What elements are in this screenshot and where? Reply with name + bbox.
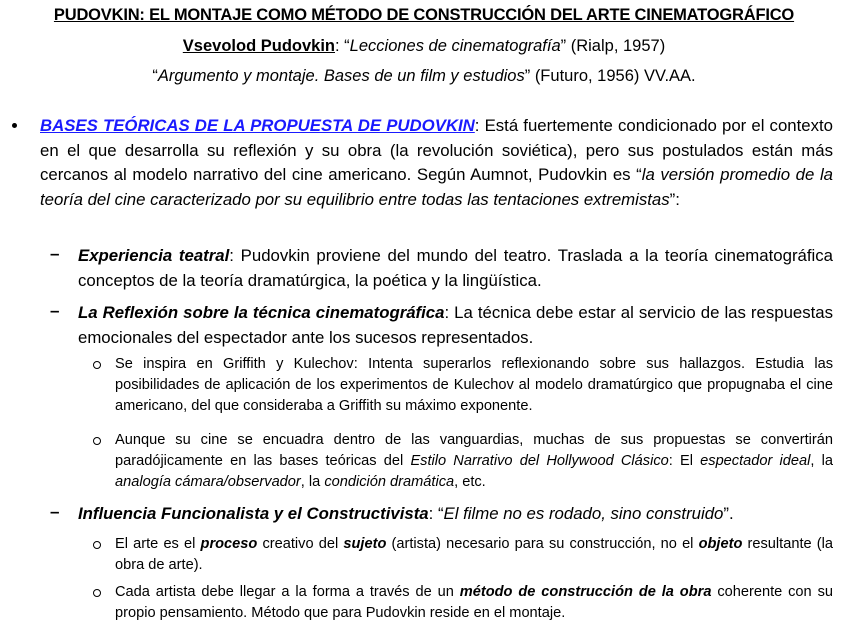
dash-bullet-icon: – xyxy=(50,502,60,521)
circle-bullet-icon xyxy=(93,541,101,549)
item-quote: El filme no es rodado, sino construido xyxy=(443,504,724,523)
section-heading-link[interactable]: BASES TEÓRICAS DE LA PROPUESTA DE PUDOVKIN xyxy=(40,116,475,135)
sub-list-item: Cada artista debe llegar a la forma a través de un método de construcción de la obra coherente con su propio pensamiento. Método que para Pudovkin reside en el montaje. xyxy=(115,584,833,621)
circle-bullet-icon xyxy=(93,437,101,445)
item-label: La Reflexión sobre la técnica cinematográfica xyxy=(78,303,445,322)
list-item: La Reflexión sobre la técnica cinematográfica: La técnica debe estar al servicio de las respuestas emocionales del espectador ante los sucesos representados. xyxy=(78,303,834,347)
item-label: Experiencia teatral xyxy=(78,246,230,265)
sub-list-item: Se inspira en Griffith y Kulechov: Intenta superarlos reflexionando sobre sus hallazgos. Estudia las posibilidades de aplicación de los experimentos de Kulechov al modelo dramatúrgico que propugnaba el cine americano, del que consideraba a Griffith su máximo exponente. xyxy=(115,356,833,414)
section-paragraph: BASES TEÓRICAS DE LA PROPUESTA DE PUDOVKIN: Está fuertemente condicionado por el contexto en el que desarrolla su reflexión y su obra (la revolución soviética), pero sus postulados están más cercanos al modelo narrativo del cine americano. Según Aumnot, Pudovkin es “la versión promedio de la teoría del cine caracterizado por su equilibrio entre todas las tentaciones extremistas”: xyxy=(40,116,834,209)
list-item: Experiencia teatral: Pudovkin proviene del mundo del teatro. Traslada a la teoría cinematográfica conceptos de la teoría dramatúrgica, la poética y la lingüística. xyxy=(78,246,833,290)
document-title: PUDOVKIN: EL MONTAJE COMO MÉTODO DE CONSTRUCCIÓN DEL ARTE CINEMATOGRÁFICO xyxy=(53,6,795,24)
dash-bullet-icon: – xyxy=(50,301,60,320)
reference-line-2: “Argumento y montaje. Bases de un film y estudios” (Futuro, 1956) VV.AA. xyxy=(152,67,696,85)
section-quote: la versión promedio de la teoría del cine caracterizado por su equilibrio entre todas las tentaciones extremistas xyxy=(40,165,834,209)
sub-list-item: Aunque su cine se encuadra dentro de las vanguardias, muchas de sus propuestas se convertirán paradójicamente en las bases teóricas del Estilo Narrativo del Hollywood Clásico: El espectador ideal, la analogía cámara/observador, la condición dramática, etc. xyxy=(115,432,833,490)
circle-bullet-icon xyxy=(93,589,101,597)
item-label: Influencia Funcionalista y el Constructivista xyxy=(78,504,429,523)
author-name: Vsevolod Pudovkin xyxy=(182,37,335,55)
list-item: Influencia Funcionalista y el Constructivista: “El filme no es rodado, sino construido”. xyxy=(78,504,734,523)
bullet-dot-icon xyxy=(12,123,17,128)
circle-bullet-icon xyxy=(93,361,101,369)
book-title-2: Argumento y montaje. Bases de un film y estudios xyxy=(157,67,525,85)
sub-list-item: El arte es el proceso creativo del sujeto (artista) necesario para su construcción, no el objeto resultante (la obra de arte). xyxy=(115,536,834,573)
dash-bullet-icon: – xyxy=(50,244,60,263)
book-title-1: Lecciones de cinematografía xyxy=(349,37,561,55)
reference-line-1: Vsevolod Pudovkin: “Lecciones de cinematografía” (Rialp, 1957) xyxy=(182,37,666,55)
